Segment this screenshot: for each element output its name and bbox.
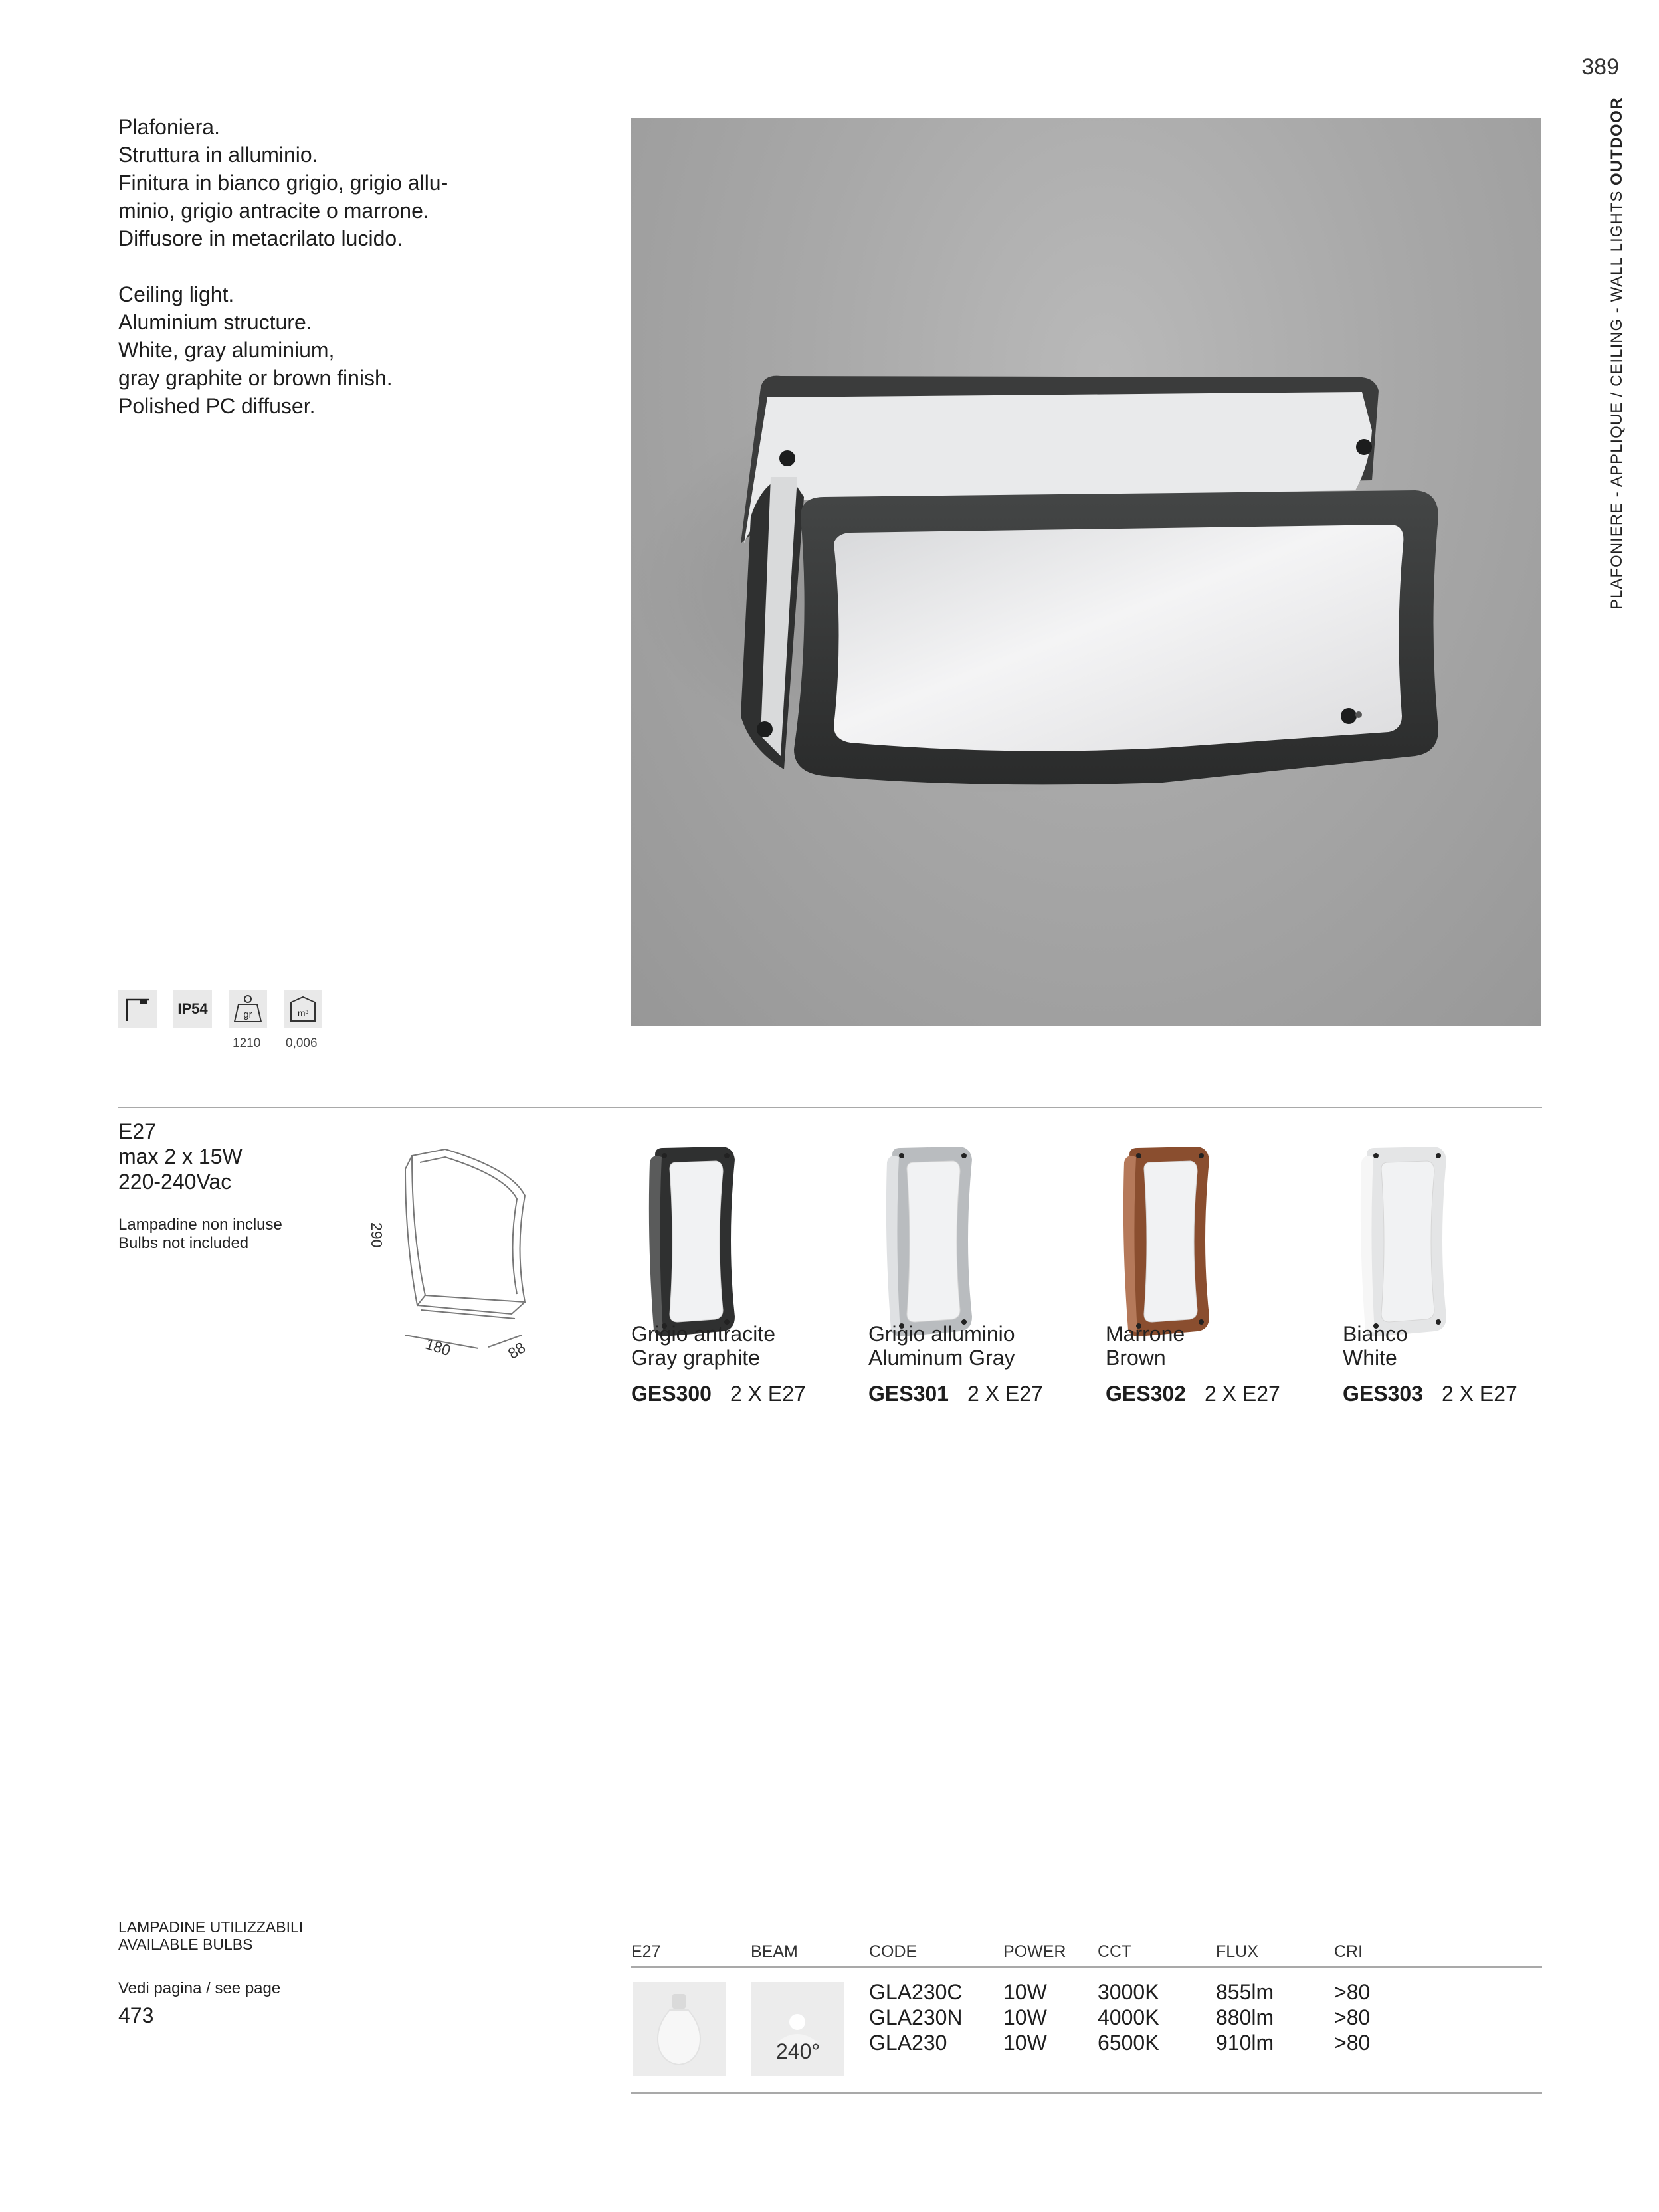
variant-thumbnail xyxy=(860,1143,993,1342)
dimension-drawing xyxy=(379,1136,551,1362)
variant-card xyxy=(631,1143,857,1406)
variant-name-italian: Grigio alluminio xyxy=(868,1322,1015,1346)
table-bottom-divider xyxy=(631,2092,1542,2094)
variant-thumbnail xyxy=(1335,1143,1468,1342)
table-cell-flux: 855lm xyxy=(1216,1980,1274,2004)
table-cell-cri: >80 xyxy=(1334,1980,1371,2004)
table-cell-power: 10W xyxy=(1003,2031,1047,2055)
bulbs-note-italian: Lampadine non incluse xyxy=(118,1216,282,1234)
table-cell-code: GLA230 xyxy=(869,2031,947,2055)
variant-code: GES300 xyxy=(631,1382,712,1406)
table-cell-code: GLA230N xyxy=(869,2005,963,2029)
variant-thumbnail xyxy=(1098,1143,1230,1342)
description-line: Diffusore in metacrilato lucido. xyxy=(118,227,403,250)
weight-unit: gr xyxy=(243,1009,252,1020)
table-cell-power: 10W xyxy=(1003,1980,1047,2004)
variant-card xyxy=(1106,1143,1331,1406)
ceiling-light-illustration xyxy=(631,118,1541,1026)
box-volume-icon xyxy=(284,990,322,1028)
spec-socket: E27 xyxy=(118,1119,156,1143)
dimension-width: 180 xyxy=(423,1335,453,1360)
variant-card xyxy=(1343,1143,1569,1406)
description-line: Aluminium structure. xyxy=(118,310,312,334)
description-line: Plafoniera. xyxy=(118,115,220,139)
variant-name-english: Aluminum Gray xyxy=(868,1346,1015,1370)
column-header: E27 xyxy=(631,1942,661,1961)
bulb-image xyxy=(633,1982,726,2076)
beam-angle-value: 240° xyxy=(776,2039,821,2063)
section-side-title xyxy=(1608,97,1626,610)
column-header: BEAM xyxy=(751,1942,798,1961)
column-header: CCT xyxy=(1098,1942,1132,1961)
variant-lamps: 2 X E27 xyxy=(1204,1382,1280,1406)
side-title-regular: PLAFONIERE - APPLIQUE / CEILING - WALL LIGHTS xyxy=(1608,190,1626,610)
variant-name-english: White xyxy=(1343,1346,1397,1370)
variant-name-italian: Bianco xyxy=(1343,1322,1408,1346)
volume-unit: m³ xyxy=(297,1008,309,1018)
variant-name-english: Brown xyxy=(1106,1346,1166,1370)
column-header: CRI xyxy=(1334,1942,1363,1961)
heading-italian: LAMPADINE UTILIZZABILI xyxy=(118,1918,304,1936)
description-line: minio, grigio antracite o marrone. xyxy=(118,199,429,223)
table-cell-flux: 880lm xyxy=(1216,2005,1274,2029)
table-cell-code: GLA230C xyxy=(869,1980,963,2004)
dimension-depth: 88 xyxy=(504,1338,529,1362)
table-cell-cri: >80 xyxy=(1334,2031,1371,2055)
column-header: POWER xyxy=(1003,1942,1066,1961)
variant-code: GES301 xyxy=(868,1382,949,1406)
description-line: Polished PC diffuser. xyxy=(118,394,316,418)
heading-english: AVAILABLE BULBS xyxy=(118,1936,253,1953)
see-page-label: Vedi pagina / see page xyxy=(118,1980,281,1997)
volume-value: 0,006 xyxy=(286,1036,318,1050)
table-header-divider xyxy=(631,1966,1542,1968)
variant-code: GES303 xyxy=(1343,1382,1423,1406)
description-english xyxy=(118,280,490,420)
variant-thumbnail xyxy=(623,1143,756,1342)
ip-rating-badge: IP54 xyxy=(173,990,212,1028)
beam-angle-cell xyxy=(751,1982,844,2076)
see-page-link[interactable]: 473 xyxy=(118,2003,154,2027)
spec-max-power: max 2 x 15W xyxy=(118,1145,243,1168)
table-cell-flux: 910lm xyxy=(1216,2031,1274,2055)
weight-value: 1210 xyxy=(233,1036,261,1050)
available-bulbs-heading xyxy=(118,1918,303,1953)
variant-lamps: 2 X E27 xyxy=(967,1382,1043,1406)
description-italian xyxy=(118,113,490,252)
variant-lamps: 2 X E27 xyxy=(730,1382,806,1406)
variant-name-italian: Marrone xyxy=(1106,1322,1185,1346)
variant-lamps: 2 X E27 xyxy=(1441,1382,1517,1406)
column-header: FLUX xyxy=(1216,1942,1258,1961)
variant-name-italian: Grigio antracite xyxy=(631,1322,775,1346)
variant-card xyxy=(868,1143,1094,1406)
description-line: Finitura in bianco grigio, grigio allu- xyxy=(118,171,448,195)
variant-name-english: Gray graphite xyxy=(631,1346,760,1370)
ceiling-mount-icon xyxy=(118,990,157,1028)
description-line: gray graphite or brown finish. xyxy=(118,366,393,390)
variant-code: GES302 xyxy=(1106,1382,1186,1406)
dimension-height: 290 xyxy=(368,1222,385,1248)
table-cell-cct: 3000K xyxy=(1098,1980,1159,2004)
table-cell-cri: >80 xyxy=(1334,2005,1371,2029)
bulbs-note-english: Bulbs not included xyxy=(118,1234,249,1252)
section-divider xyxy=(118,1107,1542,1108)
description-line: White, gray aluminium, xyxy=(118,338,335,362)
table-cell-cct: 4000K xyxy=(1098,2005,1159,2029)
description-line: Struttura in alluminio. xyxy=(118,143,318,167)
table-cell-cct: 6500K xyxy=(1098,2031,1159,2055)
spec-voltage: 220-240Vac xyxy=(118,1170,232,1194)
description-line: Ceiling light. xyxy=(118,282,235,306)
column-header: CODE xyxy=(869,1942,918,1961)
side-title-bold: OUTDOOR xyxy=(1608,96,1626,185)
table-cell-power: 10W xyxy=(1003,2005,1047,2029)
weight-icon xyxy=(229,990,267,1028)
product-photo xyxy=(631,118,1541,1026)
page-number: 389 xyxy=(1581,54,1619,80)
